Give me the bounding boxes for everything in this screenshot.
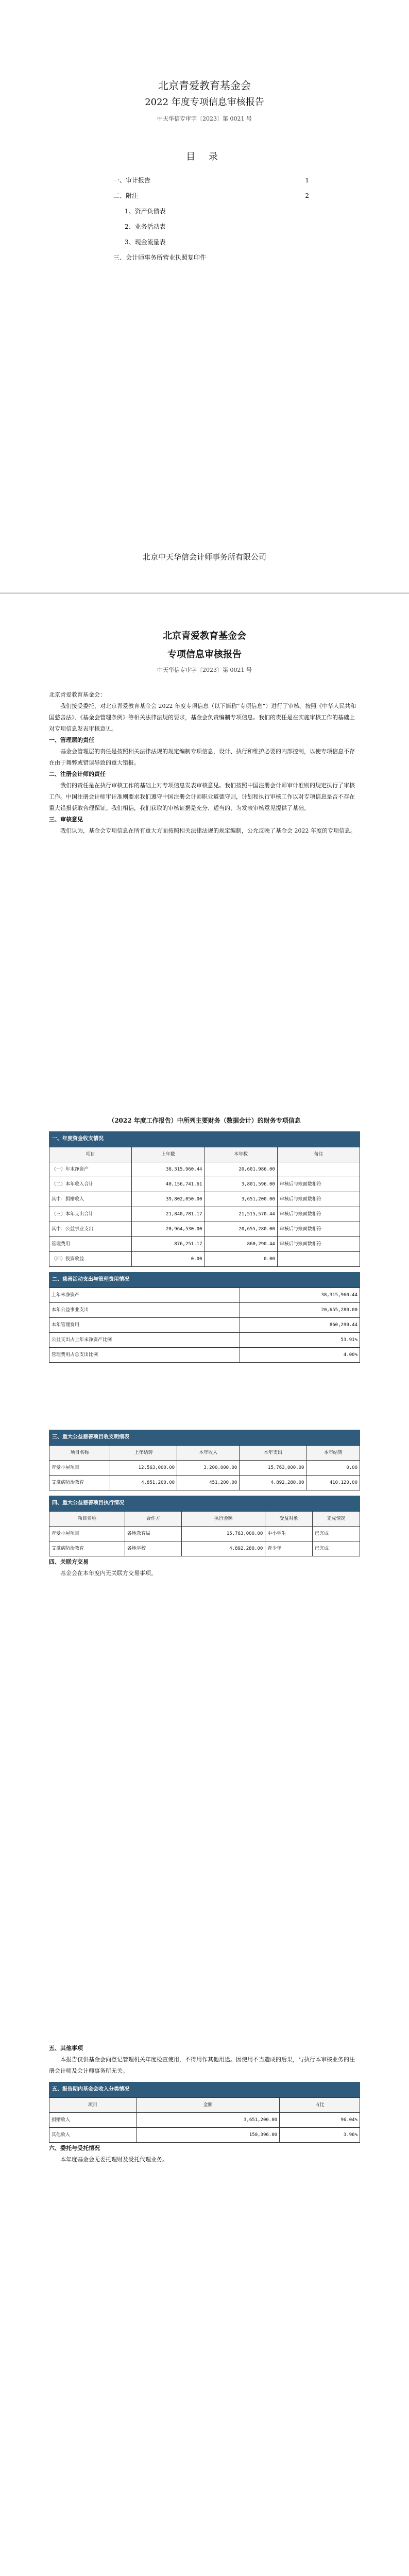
table4-band: 四、重大公益慈善项目执行情况 (49, 1496, 360, 1511)
intro-paragraph: 我们接受委托，对北京青爱教育基金会 2022 年度专项信息（以下简称“专项信息”）进行了审核。按照《中华人民共和国慈善法》、《基金会管理条例》等相关法律法规的要求，基金会负责编制专项信息。我们的责任是在实施审核工作的基础上对专项信息发表审核意见。 (49, 703, 356, 732)
toc-item[interactable] (113, 219, 309, 234)
table-cell: （二）本年收入合计 (49, 1177, 132, 1192)
table-header-cell: 上年数 (132, 1147, 204, 1162)
table-header-cell: 项目 (49, 1147, 132, 1162)
cover-report-number: 中天华信专审字〔2023〕第 0021 号 (157, 115, 252, 122)
table-cell: 20,964,530.00 (132, 1222, 204, 1237)
report-number: 中天华信专审字〔2023〕第 0021 号 (157, 667, 252, 673)
table-cell: 公益支出占上年末净资产比例 (49, 1333, 240, 1348)
table-row (49, 1207, 360, 1222)
table-row (49, 1348, 360, 1363)
table5-band: 五、报告期内基金会收入分类情况 (49, 2082, 360, 2097)
table-header-cell: 本年结转 (306, 1446, 360, 1461)
table-header-cell: 项目名称 (49, 1512, 125, 1527)
table-row (49, 1333, 360, 1348)
cover-title: 2022 年度专项信息审核报告 (145, 97, 264, 108)
section-1-title: 一、管理层的责任 (49, 737, 94, 743)
table-cell: 53.91% (240, 1333, 360, 1348)
toc-item[interactable] (113, 250, 309, 265)
table-row (49, 1252, 360, 1267)
table-row (49, 1461, 360, 1476)
section-4-title: 四、关联方交易 (49, 1558, 89, 1565)
table-cell: 39,802,050.00 (132, 1192, 204, 1207)
table-cell: 本年公益事业支出 (49, 1303, 240, 1318)
table-row (49, 1192, 360, 1207)
table-cell: 21,840,781.17 (132, 1207, 204, 1222)
table-cell: 20,655,280.00 (204, 1222, 277, 1237)
table-cell: 20,655,280.00 (240, 1303, 360, 1318)
report-org: 北京青爱教育基金会 (163, 631, 246, 641)
income-category-table (49, 2097, 360, 2143)
section-6-text: 本年度基金会无委托理财及受托代理业务。 (60, 2156, 168, 2163)
table-cell: 管理费用占总支出比例 (49, 1348, 240, 1363)
table-row (49, 1318, 360, 1333)
table-cell: 3,801,596.00 (204, 1177, 277, 1192)
table-row (49, 1288, 360, 1303)
table-header-cell: 本年支出 (240, 1446, 306, 1461)
report-body (0, 689, 409, 2165)
table-cell: 其中：公益事业支出 (49, 1222, 132, 1237)
section-5-title: 五、其他事项 (49, 2045, 83, 2052)
table-row (49, 1476, 360, 1490)
table-cell: 96.04% (280, 2113, 360, 2128)
cover-org-name: 北京青爱教育基金会 (158, 79, 251, 92)
table2-band: 二、慈善活动支出与管理费用情况 (49, 1272, 360, 1287)
toc-item[interactable] (113, 173, 309, 188)
table-cell: 0.00 (306, 1461, 360, 1476)
table-cell: 审核后与账面数相符 (277, 1192, 360, 1207)
table-cell: 0.00 (204, 1252, 277, 1267)
table-cell: 其中：捐赠收入 (49, 1192, 132, 1207)
table-cell: 876,251.17 (132, 1237, 204, 1252)
table-cell: 4,851,200.00 (110, 1476, 177, 1490)
table-cell: 中小学生 (265, 1527, 313, 1541)
table-row (49, 1237, 360, 1252)
table-cell: 40,156,741.61 (132, 1177, 204, 1192)
table-cell: 15,763,000.00 (182, 1527, 265, 1541)
section-3-text: 我们认为，基金会专项信息在所有重大方面按照相关法律法规的规定编制，公允反映了基金会 2022 年度的专项信息。 (60, 827, 356, 834)
toc-item-label: 1、资产负债表 (125, 208, 166, 215)
income-table (49, 1147, 360, 1267)
toc-item-label: 一、审计报告 (113, 177, 151, 184)
toc-item[interactable] (113, 188, 309, 204)
table-cell: （一）年末净资产 (49, 1162, 132, 1177)
table-cell: 捐赠收入 (49, 2113, 137, 2128)
table-cell: 15,763,000.00 (240, 1461, 306, 1476)
table-cell: 上年末净资产 (49, 1288, 240, 1303)
table1-band: 一、年度资金收支情况 (49, 1131, 360, 1147)
table-header-cell: 受益对象 (265, 1512, 313, 1527)
table-cell: 12,563,000.00 (110, 1461, 177, 1476)
table-row (49, 1527, 360, 1541)
table-cell: 860,290.44 (204, 1237, 277, 1252)
table-cell: 860,290.44 (240, 1318, 360, 1333)
table-cell: 各地教育局 (125, 1527, 181, 1541)
table-cell: 审核后与账面数相符 (277, 1222, 360, 1237)
table-cell: 已完成 (313, 1541, 360, 1556)
table-cell: 各地学校 (125, 1541, 181, 1556)
toc-item-page: 1 (305, 177, 309, 184)
section-4-text: 基金会在本年度内无关联方交易事项。 (60, 1570, 157, 1577)
table-header-cell: 执行金额 (182, 1512, 265, 1527)
table-cell: 艾滋病防治教育 (49, 1541, 125, 1556)
table-header-cell: 合作方 (125, 1512, 181, 1527)
addressee: 北京青爱教育基金会： (49, 691, 106, 698)
table-row (49, 1303, 360, 1318)
section-6-title: 六、委托与受托情况 (49, 2145, 100, 2151)
section-1-text: 基金会管理层的责任是按照相关法律法规的规定编制专项信息，设计、执行和维护必要的内部控制，以使专项信息不存在由于舞弊或错误导致的重大错报。 (49, 748, 355, 766)
table-cell: 150,396.00 (137, 2128, 280, 2143)
table-cell: 4,892,280.00 (182, 1541, 265, 1556)
project-execution-table (49, 1511, 360, 1556)
toc-item-page: 2 (305, 192, 309, 199)
table-cell: 青爱小屋项目 (49, 1527, 125, 1541)
table-cell: 艾滋病防治教育 (49, 1476, 110, 1490)
table-row (49, 2113, 360, 2128)
cover-page (0, 0, 409, 592)
table-cell: （四）投资收益 (49, 1252, 132, 1267)
section-3-title: 三、审核意见 (49, 816, 83, 823)
table-header-cell: 本年数 (204, 1147, 277, 1162)
table-header-cell: 金额 (137, 2098, 280, 2113)
table-cell: 20,601,986.00 (204, 1162, 277, 1177)
table-header-cell: 上年结转 (110, 1446, 177, 1461)
table-cell: 审核后与账面数相符 (277, 1237, 360, 1252)
table-cell (277, 1252, 360, 1267)
table-header-cell: 项目名称 (49, 1446, 110, 1461)
table-cell: 审核后与账面数相符 (277, 1207, 360, 1222)
section-5-text: 本报告仅供基金会向登记管理机关年度检查使用，不得用作其他用途。因使用不当造成的后果，与执行本审核业务的注册会计师及会计师事务所无关。 (49, 2056, 355, 2074)
table-cell: 21,515,570.44 (204, 1207, 277, 1222)
section-2-title: 二、注册会计师的责任 (49, 771, 106, 777)
report-title: 专项信息审核报告 (167, 649, 242, 660)
table-cell: （三）本年支出合计 (49, 1207, 132, 1222)
toc-item-label: 2、业务活动表 (125, 223, 166, 230)
table1-title: （2022 年度工作报告）中所列主要财务（数据会计）的财务专项信息 (108, 1117, 301, 1124)
table-cell: 4.00% (240, 1348, 360, 1363)
toc-item-label: 二、附注 (113, 192, 139, 199)
table-cell: 青爱小屋项目 (49, 1461, 110, 1476)
table-header-cell: 完成情况 (313, 1512, 360, 1527)
table-cell: 38,315,960.44 (132, 1162, 204, 1177)
toc-item[interactable] (113, 234, 309, 250)
table-cell: 451,200.00 (177, 1476, 240, 1490)
table-header-cell: 项目 (49, 2098, 137, 2113)
table-cell: 管理费用 (49, 1237, 132, 1252)
section-2-text: 我们的责任是在执行审核工作的基础上对专项信息发表审核意见。我们按照中国注册会计师审计准则的规定执行了审核工作。中国注册会计师审计准则要求我们遵守中国注册会计师职业道德守则，计划和执行审核工作以对专项信息是否不存在重大错报获取合理保证。我们相信，我们获取的审核证据是充分、适当的，为发表审核意见提供了基础。 (49, 782, 355, 811)
table-row (49, 1541, 360, 1556)
table-cell: 3,651,200.00 (204, 1192, 277, 1207)
table-cell: 3.96% (280, 2128, 360, 2143)
table-cell: 3,200,000.00 (177, 1461, 240, 1476)
project-finance-table (49, 1445, 360, 1490)
table-cell: 审核后与账面数相符 (277, 1177, 360, 1192)
toc-title: 目 录 (186, 151, 223, 162)
table-cell: 38,315,960.44 (240, 1288, 360, 1303)
toc-item-label: 三、会计师事务所营业执照复印件 (113, 254, 207, 261)
table-cell: 其他收入 (49, 2128, 137, 2143)
toc-item-label: 3、现金流量表 (125, 239, 166, 246)
table-cell: 4,892,280.00 (240, 1476, 306, 1490)
table-row (49, 1222, 360, 1237)
toc-item[interactable] (113, 204, 309, 219)
table-row (49, 1177, 360, 1192)
table-cell: 410,120.00 (306, 1476, 360, 1490)
report-page (0, 598, 409, 2576)
expense-ratio-table (49, 1287, 360, 1363)
table-cell: 0.00 (132, 1252, 204, 1267)
table-header-cell: 备注 (277, 1147, 360, 1162)
table-cell: 本年管理费用 (49, 1318, 240, 1333)
toc-list (113, 173, 309, 265)
page-separator (0, 592, 409, 594)
table-header-cell: 占比 (280, 2098, 360, 2113)
table-header-cell: 本年收入 (177, 1446, 240, 1461)
table-cell (277, 1162, 360, 1177)
table-cell: 青少年 (265, 1541, 313, 1556)
cover-firm-name: 北京中天华信会计师事务所有限公司 (142, 552, 266, 562)
table-cell: 已完成 (313, 1527, 360, 1541)
table-row (49, 1162, 360, 1177)
table3-band: 三、重大公益慈善项目收支明细表 (49, 1430, 360, 1445)
table-row (49, 2128, 360, 2143)
table-cell: 3,651,200.00 (137, 2113, 280, 2128)
